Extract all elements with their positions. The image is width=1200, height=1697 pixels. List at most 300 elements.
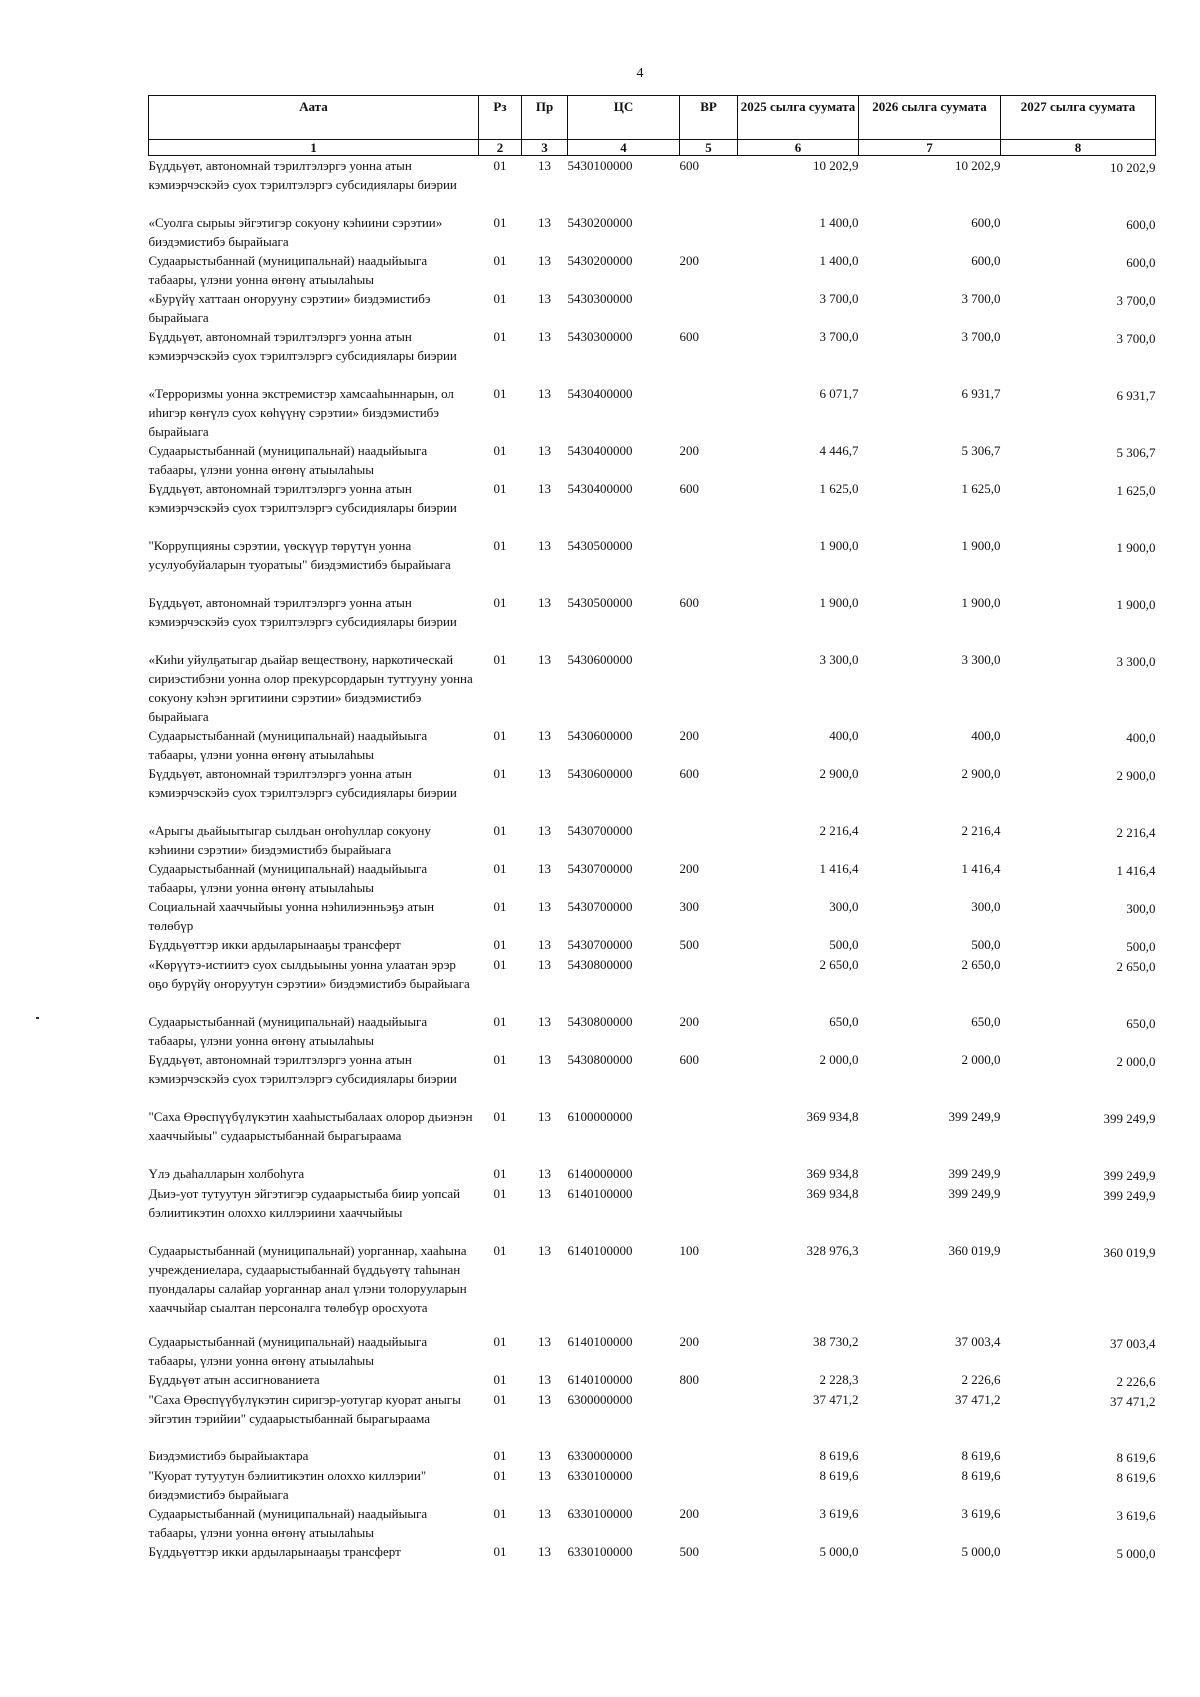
cell-cs: 5430300000: [567, 290, 633, 306]
cell-name: Судаарыстыбаннай (муниципальнай) наадыйыыга табаары, үлэни уонна өҥөнү атыылаһыы: [148, 860, 428, 895]
column-number: 3: [522, 140, 568, 156]
table-row: [149, 1542, 1156, 1564]
cell-vr: 200: [679, 442, 699, 458]
cell-name: Судаарыстыбаннай (муниципальнай) наадыйыыга табаары, үлэни уонна өҥөнү атыылаһыы: [148, 1505, 428, 1540]
cell-y2025: 2 216,4: [819, 822, 859, 838]
cell-rz: 01: [493, 765, 507, 781]
cell-value: 600,0: [1126, 254, 1156, 270]
cell-value: 3 700,0: [1116, 330, 1156, 346]
column-number: 7: [859, 140, 1001, 156]
cell-pr: 13: [538, 1543, 551, 1559]
cell-pr: 13: [538, 480, 551, 496]
cell-value: 600,0: [1126, 216, 1156, 232]
cell-rz: 01: [493, 1543, 507, 1559]
cell-vr: 300: [679, 898, 699, 914]
header-rz: Рз: [479, 96, 522, 140]
cell-vr: 600: [679, 594, 699, 610]
header-vr: ВР: [680, 96, 738, 140]
cell-pr: 13: [538, 956, 551, 972]
cell-vr: 200: [679, 252, 699, 268]
cell-rz: 01: [493, 651, 507, 667]
cell-value: 3 619,6: [1116, 1507, 1156, 1523]
cell-vr: [680, 384, 738, 441]
cell-cs: 6140100000: [567, 1185, 633, 1201]
cell-y2025: 369 934,8: [806, 1185, 859, 1201]
cell-y2027: [1001, 955, 1156, 1012]
cell-rz: 01: [493, 1371, 507, 1387]
cell-y2027: [1001, 156, 1156, 213]
cell-y2026: 3 619,6: [961, 1505, 1001, 1521]
table-row: [149, 213, 1156, 251]
cell-cs: 5430800000: [567, 1051, 633, 1067]
cell-vr: 200: [679, 1013, 699, 1029]
cell-name: Судаарыстыбаннай (муниципальнай) наадыйыыга табаары, үлэни уонна өҥөнү атыылаһыы: [148, 442, 428, 477]
cell-name: Бүддьүөттэр икки ардыларынааҕы трансферт: [148, 1543, 401, 1559]
cell-cs: 5430700000: [567, 898, 633, 914]
cell-y2026: 3 700,0: [961, 328, 1001, 344]
cell-value: 37 003,4: [1110, 1335, 1156, 1351]
cell-rz: 01: [493, 727, 507, 743]
cell-vr: 600: [679, 328, 699, 344]
cell-y2025: 300,0: [829, 898, 859, 914]
cell-name: Бүддьүөт атын ассигнованиета: [148, 1371, 320, 1387]
column-number: 8: [1001, 140, 1156, 156]
cell-name: Судаарыстыбаннай (муниципальнай) наадыйыыга табаары, үлэни уонна өҥөнү атыылаһыы: [148, 1013, 428, 1048]
cell-vr: [680, 1446, 738, 1466]
cell-pr: 13: [538, 1447, 551, 1463]
cell-value: 500,0: [1126, 938, 1156, 954]
cell-cs: 5430500000: [567, 594, 633, 610]
cell-value: 1 625,0: [1116, 482, 1156, 498]
table-row: [149, 156, 1156, 213]
cell-value: 5 000,0: [1116, 1545, 1156, 1561]
cell-rz: 01: [493, 1165, 507, 1181]
cell-y2025: 6 071,7: [819, 385, 859, 401]
cell-y2026: 2 900,0: [961, 765, 1001, 781]
cell-cs: 6140100000: [567, 1242, 633, 1258]
cell-y2026: 1 625,0: [961, 480, 1001, 496]
table-header-row: [149, 96, 1156, 140]
cell-pr: 13: [538, 936, 551, 952]
cell-value: 650,0: [1126, 1015, 1156, 1031]
table-row: [149, 955, 1156, 1012]
cell-y2025: 1 416,4: [819, 860, 859, 876]
cell-y2027: [1001, 213, 1156, 251]
cell-y2025: 2 900,0: [819, 765, 859, 781]
table-row: [149, 1241, 1156, 1332]
cell-y2026: 5 000,0: [961, 1543, 1001, 1559]
table-row: [149, 1332, 1156, 1370]
cell-pr: 13: [538, 1242, 551, 1258]
cell-y2026: 1 900,0: [961, 537, 1001, 553]
cell-rz: 01: [493, 328, 507, 344]
cell-y2027: [1001, 650, 1156, 726]
cell-vr: 200: [679, 1505, 699, 1521]
cell-name: «Арыгы дьайыытыгар сылдьан оҥоһуллар сокуону кэһиини сэрэтии» биэдэмистибэ бырайыага: [148, 822, 432, 857]
cell-cs: 6330000000: [567, 1447, 633, 1463]
cell-name: "Саха Өрөспүүбүлүкэтин сиригэр-уотугар куорат аныгы эйгэтин тэрийии" судаарыстыбаннай бырагыраама: [148, 1391, 461, 1426]
cell-value: 1 900,0: [1116, 596, 1156, 612]
cell-value: 2 000,0: [1116, 1053, 1156, 1069]
cell-y2026: 600,0: [971, 214, 1001, 230]
cell-y2027: [1001, 1107, 1156, 1164]
cell-pr: 13: [538, 1013, 551, 1029]
cell-y2027: [1001, 251, 1156, 289]
cell-vr: [680, 1466, 738, 1504]
cell-name: Бүддьүөт, автономнай тэрилтэлэргэ уонна атын кэмиэрчэскэйэ суох тэрилтэлэргэ субсидиялары биэрии: [148, 594, 457, 629]
cell-name: Бүддьүөт, автономнай тэрилтэлэргэ уонна атын кэмиэрчэскэйэ суох тэрилтэлэргэ субсидиялары биэрии: [148, 480, 457, 515]
cell-y2026: 8 619,6: [961, 1447, 1001, 1463]
cell-y2026: 3 700,0: [961, 290, 1001, 306]
cell-y2026: 2 650,0: [961, 956, 1001, 972]
cell-name: «Терроризмы уонна экстремистэр хамсааһыннарын, ол иһигэр көҥүлэ суох көһүүнү сэрэтии» биэдэмистибэ бырайыага: [148, 385, 454, 439]
table-row: [149, 764, 1156, 821]
cell-y2025: 369 934,8: [806, 1165, 859, 1181]
cell-name: Судаарыстыбаннай (муниципальнай) наадыйыыга табаары, үлэни уонна өҥөнү атыылаһыы: [148, 252, 428, 287]
cell-value: 1 900,0: [1116, 539, 1156, 555]
cell-y2026: 3 300,0: [961, 651, 1001, 667]
cell-y2025: 1 625,0: [819, 480, 859, 496]
cell-y2027: [1001, 1370, 1156, 1390]
cell-pr: 13: [538, 1185, 551, 1201]
cell-y2026: 500,0: [971, 936, 1001, 952]
cell-name: Судаарыстыбаннай (муниципальнай) наадыйыыга табаары, үлэни уонна өҥөнү атыылаһыы: [148, 727, 428, 762]
cell-pr: 13: [538, 537, 551, 553]
table-row: [149, 384, 1156, 441]
header-2025: 2025 сылга суумата: [738, 96, 859, 140]
table-row: [149, 859, 1156, 897]
cell-vr: 600: [679, 158, 699, 173]
cell-vr: [680, 536, 738, 593]
cell-cs: 5430100000: [567, 158, 633, 173]
cell-value: 8 619,6: [1116, 1449, 1156, 1465]
header-pr: Пр: [522, 96, 568, 140]
cell-rz: 01: [493, 822, 507, 838]
table-row: [149, 897, 1156, 935]
cell-vr: [680, 1390, 738, 1446]
table-row: [149, 251, 1156, 289]
cell-cs: 5430800000: [567, 1013, 633, 1029]
cell-pr: 13: [538, 898, 551, 914]
cell-value: 3 700,0: [1116, 292, 1156, 308]
table-row: [149, 1050, 1156, 1107]
cell-value: 360 019,9: [1103, 1244, 1156, 1260]
cell-pr: 13: [538, 214, 551, 230]
table-row: [149, 1466, 1156, 1504]
cell-vr: 600: [679, 480, 699, 496]
table-row: [149, 327, 1156, 384]
cell-pr: 13: [538, 1391, 551, 1407]
cell-value: 1 416,4: [1116, 862, 1156, 878]
header-cs: ЦС: [568, 96, 680, 140]
cell-y2025: 3 700,0: [819, 328, 859, 344]
cell-cs: 5430500000: [567, 537, 633, 553]
cell-name: Судаарыстыбаннай (муниципальнай) наадыйыыга табаары, үлэни уонна өҥөнү атыылаһыы: [148, 1333, 428, 1368]
cell-cs: 6330100000: [567, 1505, 633, 1521]
column-number: 5: [680, 140, 738, 156]
cell-cs: 5430400000: [567, 480, 633, 496]
column-number: 4: [568, 140, 680, 156]
cell-y2027: [1001, 935, 1156, 955]
cell-cs: 5430200000: [567, 214, 633, 230]
cell-y2027: [1001, 289, 1156, 327]
cell-y2027: [1001, 1164, 1156, 1184]
cell-value: 5 306,7: [1116, 444, 1156, 460]
cell-y2025: 4 446,7: [819, 442, 859, 458]
cell-cs: 5430700000: [567, 822, 633, 838]
cell-pr: 13: [538, 1371, 551, 1387]
cell-y2025: 1 900,0: [819, 594, 859, 610]
cell-y2026: 650,0: [971, 1013, 1001, 1029]
cell-vr: 600: [679, 765, 699, 781]
cell-rz: 01: [493, 480, 507, 496]
table-row: [149, 1370, 1156, 1390]
cell-y2025: 2 650,0: [819, 956, 859, 972]
cell-value: 10 202,9: [1110, 160, 1156, 175]
cell-y2027: [1001, 897, 1156, 935]
cell-y2027: [1001, 1446, 1156, 1466]
cell-y2026: 37 003,4: [955, 1333, 1001, 1349]
cell-rz: 01: [493, 252, 507, 268]
cell-name: Дьиэ-уот тутуутун эйгэтигэр судаарыстыба биир уопсай бэлиитикэтин олоххо киллэриини хааччыйыы: [148, 1185, 461, 1220]
cell-value: 3 300,0: [1116, 653, 1156, 669]
cell-vr: 600: [679, 1051, 699, 1067]
cell-rz: 01: [493, 1242, 507, 1258]
cell-name: «Киһи уйулҕатыгар дьайар веществону, наркотическай сириэстибэни уонна олор прекурсордарын туттууну уонна сокуону кэһэн эргитиини сэрэтии» биэдэмистибэ бырайыага: [148, 651, 473, 724]
cell-name: Бүддьүөт, автономнай тэрилтэлэргэ уонна атын кэмиэрчэскэйэ суох тэрилтэлэргэ субсидиялары биэрии: [148, 158, 457, 192]
header-2027: 2027 сылга суумата: [1001, 96, 1156, 140]
cell-y2027: [1001, 1012, 1156, 1050]
cell-value: 399 249,9: [1103, 1110, 1156, 1126]
cell-y2027: [1001, 327, 1156, 384]
table-row: [149, 1446, 1156, 1466]
table-row: [149, 821, 1156, 859]
cell-y2027: [1001, 859, 1156, 897]
table-body: [149, 156, 1156, 1564]
cell-y2025: 3 700,0: [819, 290, 859, 306]
cell-rz: 01: [493, 594, 507, 610]
cell-y2027: [1001, 479, 1156, 536]
table-row: [149, 441, 1156, 479]
cell-cs: 5430600000: [567, 727, 633, 743]
cell-vr: [680, 1107, 738, 1164]
cell-rz: 01: [493, 214, 507, 230]
cell-vr: 500: [679, 1543, 699, 1559]
table-row: [149, 1504, 1156, 1542]
cell-y2025: 2 228,3: [819, 1371, 859, 1387]
cell-pr: 13: [538, 860, 551, 876]
cell-vr: [680, 1164, 738, 1184]
cell-y2027: [1001, 536, 1156, 593]
cell-rz: 01: [493, 385, 507, 401]
cell-y2027: [1001, 1241, 1156, 1332]
cell-y2027: [1001, 1390, 1156, 1446]
cell-cs: 5430300000: [567, 328, 633, 344]
cell-cs: 5430600000: [567, 765, 633, 781]
cell-vr: 200: [679, 860, 699, 876]
cell-y2025: 650,0: [829, 1013, 859, 1029]
cell-y2025: 5 000,0: [819, 1543, 859, 1559]
table-row: [149, 1107, 1156, 1164]
cell-value: 399 249,9: [1103, 1187, 1156, 1203]
cell-cs: 6140100000: [567, 1371, 633, 1387]
page-number: 4: [636, 66, 644, 81]
cell-cs: 6100000000: [567, 1108, 633, 1124]
cell-rz: 01: [493, 290, 507, 306]
cell-y2025: 328 976,3: [806, 1242, 859, 1258]
cell-pr: 13: [538, 1165, 551, 1181]
cell-y2026: 399 249,9: [948, 1165, 1001, 1181]
table-row: [149, 935, 1156, 955]
cell-y2026: 2 216,4: [961, 822, 1001, 838]
cell-pr: 13: [538, 158, 551, 173]
cell-pr: 13: [538, 1051, 551, 1067]
cell-y2026: 10 202,9: [955, 158, 1001, 173]
cell-name: "Коррупцияны сэрэтии, үөскүүр төрүтүн уонна усулуобуйаларын туоратыы" биэдэмистибэ бырайыага: [148, 537, 451, 572]
cell-value: 2 226,6: [1116, 1373, 1156, 1389]
cell-rz: 01: [493, 537, 507, 553]
cell-rz: 01: [493, 442, 507, 458]
cell-y2027: [1001, 1542, 1156, 1564]
cell-name: «Суолга сырыы эйгэтигэр сокуону кэһиини сэрэтии» биэдэмистибэ бырайыага: [148, 214, 443, 249]
cell-y2025: 400,0: [829, 727, 859, 743]
cell-y2026: 400,0: [971, 727, 1001, 743]
cell-y2026: 2 226,6: [961, 1371, 1001, 1387]
cell-y2027: [1001, 726, 1156, 764]
cell-vr: 500: [679, 936, 699, 952]
cell-vr: 200: [679, 1333, 699, 1349]
cell-rz: 01: [493, 860, 507, 876]
cell-name: "Саха Өрөспүүбүлүкэтин хааһыстыбалаах олорор дьиэнэн хааччыйыы" судаарыстыбаннай бырагыраама: [148, 1108, 473, 1143]
cell-y2027: [1001, 1466, 1156, 1504]
cell-name: Бүддьүөт, автономнай тэрилтэлэргэ уонна атын кэмиэрчэскэйэ суох тэрилтэлэргэ субсидиялары биэрии: [148, 765, 457, 800]
header-name: Аата: [149, 96, 479, 140]
cell-name: Бүддьүөттэр икки ардыларынааҕы трансферт: [148, 936, 401, 952]
cell-vr: 200: [679, 727, 699, 743]
column-number: 6: [738, 140, 859, 156]
cell-y2027: [1001, 384, 1156, 441]
cell-y2026: 37 471,2: [955, 1391, 1001, 1407]
cell-rz: 01: [493, 936, 507, 952]
cell-name: «Көрүүтэ-истиитэ суох сылдьыыны уонна улаатан эрэр оҕо бурүйү оҥоруутун сэрэтии» биэдэмистибэ бырайыага: [148, 956, 470, 991]
cell-name: Биэдэмистибэ бырайыактара: [148, 1447, 309, 1463]
cell-rz: 01: [493, 1333, 507, 1349]
cell-y2025: 37 471,2: [813, 1391, 859, 1407]
cell-y2026: 600,0: [971, 252, 1001, 268]
cell-cs: 5430700000: [567, 936, 633, 952]
cell-pr: 13: [538, 727, 551, 743]
cell-value: 399 249,9: [1103, 1167, 1156, 1183]
cell-rz: 01: [493, 1013, 507, 1029]
header-2026: 2026 сылга суумата: [859, 96, 1001, 140]
scan-speck: [36, 1017, 39, 1019]
cell-y2026: 1 900,0: [961, 594, 1001, 610]
cell-vr: 800: [679, 1371, 699, 1387]
cell-y2025: 1 900,0: [819, 537, 859, 553]
cell-value: 6 931,7: [1116, 387, 1156, 403]
cell-pr: 13: [538, 252, 551, 268]
cell-pr: 13: [538, 442, 551, 458]
cell-pr: 13: [538, 651, 551, 667]
cell-y2027: [1001, 1504, 1156, 1542]
budget-table: [148, 95, 1156, 1564]
table-row: [149, 650, 1156, 726]
table-row: [149, 536, 1156, 593]
cell-name: Бүддьүөт, автономнай тэрилтэлэргэ уонна атын кэмиэрчэскэйэ суох тэрилтэлэргэ субсидиялары биэрии: [148, 1051, 457, 1086]
cell-value: 300,0: [1126, 900, 1156, 916]
cell-cs: 5430400000: [567, 442, 633, 458]
cell-y2027: [1001, 593, 1156, 650]
cell-rz: 01: [493, 1447, 507, 1463]
table-row: [149, 289, 1156, 327]
cell-y2025: 500,0: [829, 936, 859, 952]
cell-y2025: 38 730,2: [813, 1333, 859, 1349]
cell-y2026: 399 249,9: [948, 1185, 1001, 1201]
table-row: [149, 1184, 1156, 1241]
table-row: [149, 726, 1156, 764]
cell-y2026: 399 249,9: [948, 1108, 1001, 1124]
cell-cs: 5430700000: [567, 860, 633, 876]
table-row: [149, 1012, 1156, 1050]
cell-y2027: [1001, 821, 1156, 859]
cell-vr: [680, 213, 738, 251]
cell-rz: 01: [493, 1185, 507, 1201]
cell-pr: 13: [538, 1108, 551, 1124]
cell-pr: 13: [538, 1333, 551, 1349]
cell-y2026: 1 416,4: [961, 860, 1001, 876]
cell-y2025: 1 400,0: [819, 214, 859, 230]
cell-value: 400,0: [1126, 729, 1156, 745]
cell-cs: 5430200000: [567, 252, 633, 268]
cell-pr: 13: [538, 765, 551, 781]
cell-y2025: 3 300,0: [819, 651, 859, 667]
cell-y2026: 5 306,7: [961, 442, 1001, 458]
table-row: [149, 593, 1156, 650]
cell-y2027: [1001, 1050, 1156, 1107]
cell-y2025: 3 619,6: [819, 1505, 859, 1521]
cell-rz: 01: [493, 1391, 507, 1407]
cell-y2026: 2 000,0: [961, 1051, 1001, 1067]
cell-pr: 13: [538, 385, 551, 401]
cell-vr: [680, 821, 738, 859]
table-row: [149, 1164, 1156, 1184]
cell-name: Үлэ дьаһалларын холбоһуга: [148, 1165, 305, 1181]
cell-y2027: [1001, 764, 1156, 821]
cell-y2025: 2 000,0: [819, 1051, 859, 1067]
cell-y2025: 8 619,6: [819, 1447, 859, 1463]
cell-y2027: [1001, 1332, 1156, 1370]
cell-pr: 13: [538, 290, 551, 306]
cell-rz: 01: [493, 1505, 507, 1521]
cell-name: «Бурүйү хаттаан оҥорууну сэрэтии» биэдэмистибэ бырайыага: [148, 290, 431, 325]
cell-y2027: [1001, 441, 1156, 479]
cell-cs: 6140000000: [567, 1165, 633, 1181]
column-number: 1: [149, 140, 479, 156]
cell-y2025: 369 934,8: [806, 1108, 859, 1124]
cell-y2026: 8 619,6: [961, 1467, 1001, 1483]
cell-vr: 100: [679, 1242, 699, 1258]
cell-value: 2 216,4: [1116, 824, 1156, 840]
cell-y2026: 6 931,7: [961, 385, 1001, 401]
cell-name: "Куорат тутуутун бэлиитикэтин олоххо киллэрии" биэдэмистибэ бырайыага: [148, 1467, 427, 1502]
cell-cs: 5430800000: [567, 956, 633, 972]
cell-vr: [680, 289, 738, 327]
cell-vr: [680, 650, 738, 726]
cell-cs: 6330100000: [567, 1543, 633, 1559]
cell-cs: 5430400000: [567, 385, 633, 401]
cell-cs: 5430600000: [567, 651, 633, 667]
cell-name: Социальнай хааччыйыы уонна нэһилиэнньэҕэ атын төлөбүр: [148, 898, 435, 933]
